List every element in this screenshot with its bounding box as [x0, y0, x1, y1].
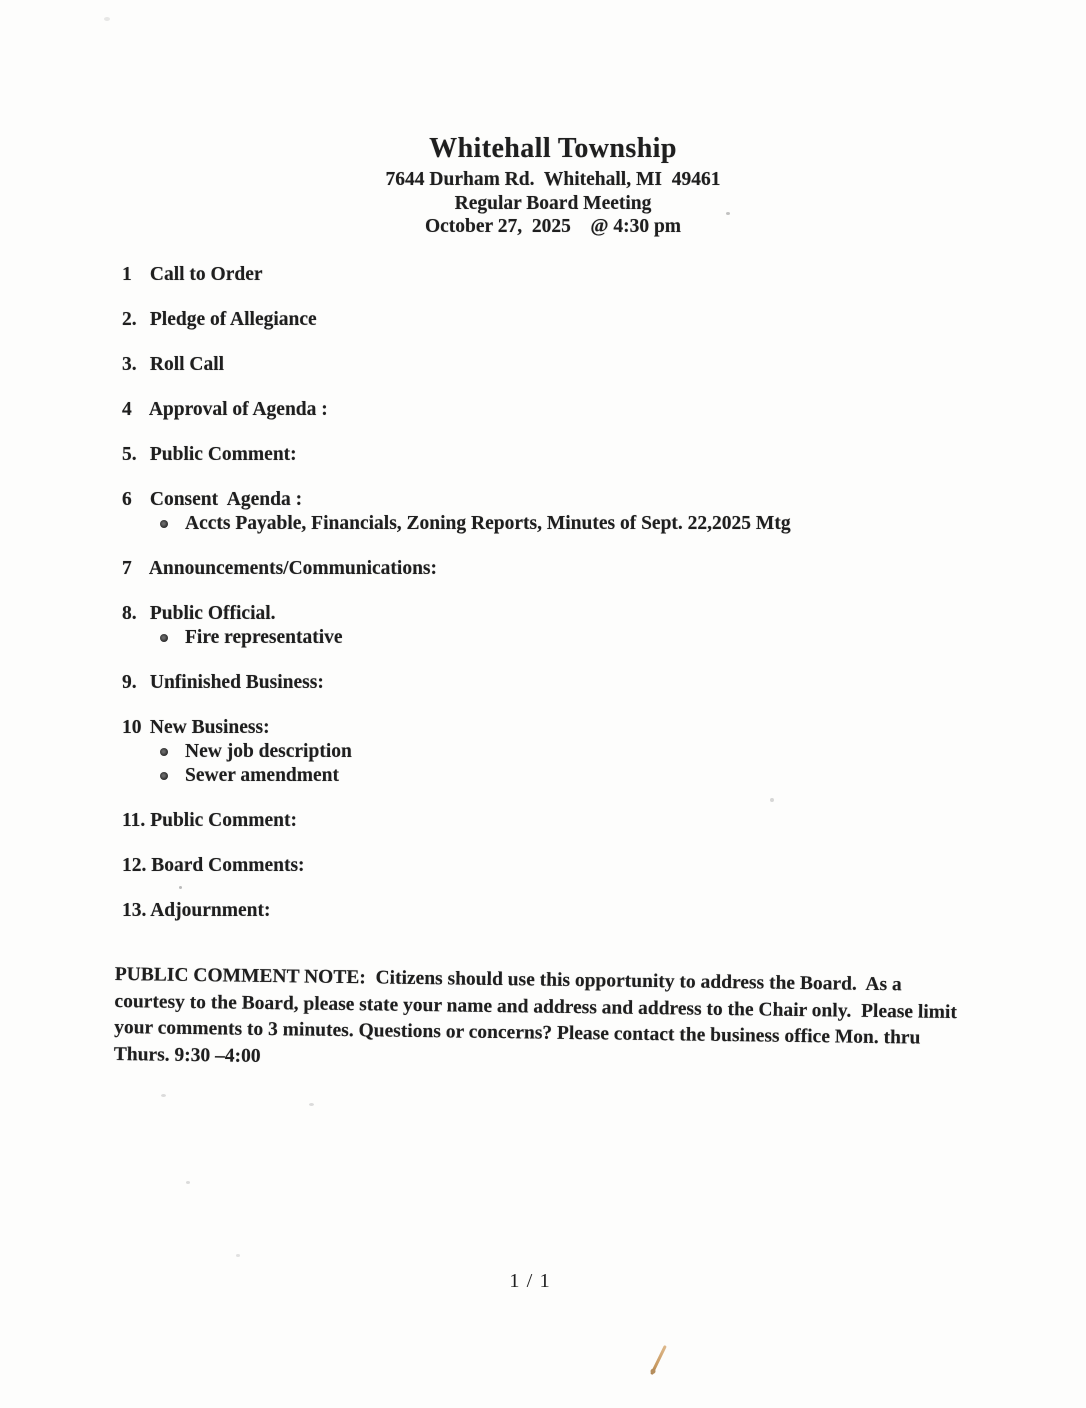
agenda-item-label: Public Official.: [149, 602, 276, 624]
agenda-item-label: Public Comment:: [149, 443, 297, 465]
document-header: [10, 0, 1086, 239]
scan-speck: [186, 1181, 190, 1184]
agenda-item-number: 6: [122, 488, 132, 510]
scan-speck: [726, 212, 730, 215]
agenda-bullet-label: Accts Payable, Financials, Zoning Reports, Minutes of Sept. 22,2025 Mtg: [185, 512, 791, 534]
agenda-item-number: 2.: [122, 308, 137, 330]
agenda-item-8: [122, 602, 1086, 650]
agenda-item-label: Announcements/Communications:: [148, 557, 437, 579]
agenda-bullet-label: New job description: [185, 740, 352, 762]
scan-speck: [179, 886, 182, 889]
agenda-bullet-item: [122, 764, 1086, 788]
pen-mark: [650, 1345, 667, 1375]
bullet-icon: [160, 520, 168, 528]
header-address: 7644 Durham Rd. Whitehall, MI 49461: [385, 169, 721, 190]
page-number: 1 / 1: [509, 1270, 551, 1292]
scan-speck: [236, 1254, 240, 1257]
agenda-item-label: Roll Call: [149, 353, 225, 375]
agenda-item-label: Pledge of Allegiance: [149, 308, 317, 330]
agenda-bullet-label: Sewer amendment: [185, 764, 339, 786]
header-datetime: October 27, 2025 @ 4:30 pm: [424, 216, 682, 237]
scan-speck: [770, 798, 774, 802]
bullet-icon: [160, 772, 168, 780]
agenda-item-1: [122, 263, 1086, 287]
header-meeting-type: Regular Board Meeting: [454, 192, 652, 214]
agenda-item-4: [122, 398, 1086, 422]
public-comment-note: [114, 962, 971, 1079]
agenda-sub-list: [122, 512, 1086, 536]
note-line: courtesy to the Board, please state your name and address and address to the Chair only. Please limit: [114, 990, 958, 1023]
agenda-item-number: 12.: [122, 854, 147, 876]
scan-speck: [309, 1103, 314, 1106]
agenda-item-2: [122, 308, 1086, 332]
agenda-item-5: [122, 443, 1086, 467]
agenda-item-number: 9.: [122, 671, 137, 693]
agenda-item-label: Call to Order: [149, 263, 263, 285]
agenda-item-number: 3.: [122, 353, 137, 375]
agenda-item-7: [122, 557, 1086, 581]
note-line: Thurs. 9:30 –4:00: [113, 1043, 261, 1067]
agenda-item-number: 7: [122, 557, 132, 579]
agenda-item-number: 13.: [122, 899, 147, 921]
note-line: PUBLIC COMMENT NOTE: Citizens should use this opportunity to address the Board. As a: [114, 963, 902, 996]
agenda-item-10: [122, 716, 1086, 788]
agenda-item-6: [122, 488, 1086, 536]
agenda-item-number: 10: [122, 716, 142, 738]
bullet-icon: [160, 748, 168, 756]
agenda-item-13: [122, 899, 1086, 923]
agenda-item-label: Approval of Agenda :: [148, 398, 328, 420]
page-title: Whitehall Township: [429, 133, 677, 164]
agenda-bullet-item: [122, 740, 1086, 764]
scan-speck: [161, 1094, 166, 1097]
agenda-item-9: [122, 671, 1086, 695]
agenda-item-number: 8.: [122, 602, 137, 624]
agenda-sub-list: [122, 740, 1086, 788]
agenda-item-label: Consent Agenda :: [149, 488, 303, 510]
agenda-item-12: [122, 854, 1086, 878]
bullet-icon: [160, 634, 168, 642]
agenda-item-label: Unfinished Business:: [149, 671, 324, 693]
agenda-item-label: New Business:: [149, 716, 270, 738]
note-line: your comments to 3 minutes. Questions or concerns? Please contact the business office Mon. thru: [114, 1016, 921, 1049]
agenda-item-label: Adjournment:: [150, 899, 271, 921]
agenda-item-11: [122, 809, 1086, 833]
agenda-item-label: Public Comment:: [150, 809, 297, 831]
agenda-item-3: [122, 353, 1086, 377]
agenda-bullet-item: [122, 626, 1086, 650]
agenda-item-number: 1: [122, 263, 132, 285]
agenda-sub-list: [122, 626, 1086, 650]
pen-mark-dot: [650, 1368, 657, 1375]
scan-speck: [104, 17, 110, 21]
agenda-bullet-label: Fire representative: [185, 626, 343, 648]
agenda-item-number: 11.: [122, 809, 146, 831]
agenda-item-number: 4: [122, 398, 132, 420]
agenda-item-label: Board Comments:: [151, 854, 305, 876]
agenda-list: [0, 263, 1086, 923]
agenda-item-number: 5.: [122, 443, 137, 465]
agenda-bullet-item: [122, 512, 1086, 536]
